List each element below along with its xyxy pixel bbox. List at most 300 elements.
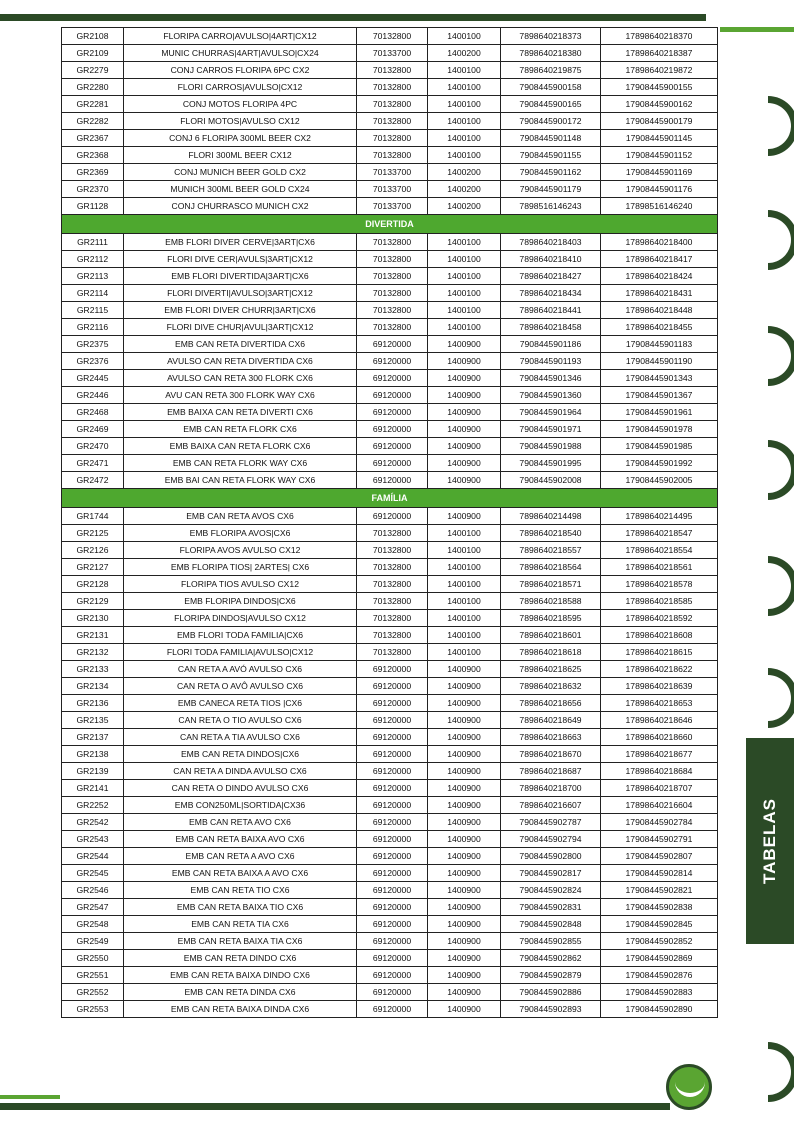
cell-codigo: GR2136 [62, 695, 124, 712]
table-row [62, 28, 718, 45]
cell-descricao: FLORI DIVE CHUR|AVUL|3ART|CX12 [124, 319, 357, 336]
cell-descricao: EMB CAN RETA DINDOS|CX6 [124, 746, 357, 763]
cell-ean: 7898640218700 [501, 780, 601, 797]
table-row [62, 45, 718, 62]
cell-ncm: 70132800 [357, 79, 428, 96]
section-title: DIVERTIDA [62, 215, 718, 234]
cell-dun: 17908445901176 [601, 181, 718, 198]
cell-dun: 17898640218585 [601, 593, 718, 610]
cell-descricao: EMB FLORI TODA FAMILIA|CX6 [124, 627, 357, 644]
cell-ncm: 69120000 [357, 729, 428, 746]
cell-codigo: GR2134 [62, 678, 124, 695]
cell-codigo: GR2471 [62, 455, 124, 472]
table-row [62, 438, 718, 455]
cell-codigo: GR2129 [62, 593, 124, 610]
cell-ean: 7898640218571 [501, 576, 601, 593]
cell-ncm: 70132800 [357, 28, 428, 45]
cell-dun: 17908445902005 [601, 472, 718, 489]
cell-cest: 1400100 [428, 147, 501, 164]
table-row [62, 831, 718, 848]
cell-ncm: 70132800 [357, 525, 428, 542]
cell-descricao: AVULSO CAN RETA 300 FLORK CX6 [124, 370, 357, 387]
cell-codigo: GR2135 [62, 712, 124, 729]
cell-descricao: FLORIPA TIOS AVULSO CX12 [124, 576, 357, 593]
cell-ean: 7898640218663 [501, 729, 601, 746]
product-table [61, 27, 718, 1018]
cell-ncm: 69120000 [357, 421, 428, 438]
cell-cest: 1400900 [428, 916, 501, 933]
cell-ncm: 69120000 [357, 336, 428, 353]
cell-dun: 17898640218622 [601, 661, 718, 678]
cell-ncm: 70132800 [357, 593, 428, 610]
cell-descricao: EMB CAN RETA BAIXA DINDA CX6 [124, 1001, 357, 1018]
cell-dun: 17908445901169 [601, 164, 718, 181]
cell-codigo: GR2542 [62, 814, 124, 831]
cell-cest: 1400900 [428, 695, 501, 712]
cell-descricao: EMB BAIXA CAN RETA FLORK CX6 [124, 438, 357, 455]
cell-dun: 17898640218387 [601, 45, 718, 62]
cell-cest: 1400900 [428, 865, 501, 882]
cell-ncm: 69120000 [357, 831, 428, 848]
cell-codigo: GR2130 [62, 610, 124, 627]
cell-dun: 17898640218578 [601, 576, 718, 593]
cell-ean: 7898640218441 [501, 302, 601, 319]
table-row [62, 627, 718, 644]
cell-dun: 17898640214495 [601, 508, 718, 525]
cell-cest: 1400900 [428, 472, 501, 489]
cell-descricao: CONJ CARROS FLORIPA 6PC CX2 [124, 62, 357, 79]
cell-ncm: 69120000 [357, 661, 428, 678]
section-title: FAMÍLIA [62, 489, 718, 508]
cell-dun: 17898640218400 [601, 234, 718, 251]
cell-ncm: 69120000 [357, 678, 428, 695]
cell-cest: 1400900 [428, 746, 501, 763]
cell-dun: 17898640218707 [601, 780, 718, 797]
cell-dun: 17908445902869 [601, 950, 718, 967]
cell-codigo: GR2282 [62, 113, 124, 130]
cell-descricao: EMB CAN RETA DINDO CX6 [124, 950, 357, 967]
top-light-bar [720, 27, 794, 32]
cell-codigo: GR2114 [62, 285, 124, 302]
cell-ean: 7898640218595 [501, 610, 601, 627]
cell-cest: 1400900 [428, 882, 501, 899]
cell-dun: 17908445900179 [601, 113, 718, 130]
cell-descricao: FLORI TODA FAMILIA|AVULSO|CX12 [124, 644, 357, 661]
cell-ncm: 69120000 [357, 404, 428, 421]
cell-cest: 1400900 [428, 661, 501, 678]
table-row [62, 404, 718, 421]
cell-descricao: EMB BAI CAN RETA FLORK WAY CX6 [124, 472, 357, 489]
cell-codigo: GR2125 [62, 525, 124, 542]
decorative-arc [768, 326, 794, 386]
table-row [62, 268, 718, 285]
cell-ncm: 69120000 [357, 933, 428, 950]
cell-cest: 1400900 [428, 421, 501, 438]
cell-codigo: GR2544 [62, 848, 124, 865]
cell-cest: 1400200 [428, 198, 501, 215]
cell-codigo: GR2112 [62, 251, 124, 268]
cell-cest: 1400100 [428, 28, 501, 45]
cell-dun: 17898640218608 [601, 627, 718, 644]
cell-codigo: GR2550 [62, 950, 124, 967]
table-row [62, 96, 718, 113]
cell-ean: 7908445901155 [501, 147, 601, 164]
cell-cest: 1400100 [428, 96, 501, 113]
product-table-body [62, 28, 718, 1018]
cell-ncm: 70132800 [357, 644, 428, 661]
cell-ean: 7908445902787 [501, 814, 601, 831]
table-row [62, 644, 718, 661]
cell-ncm: 70132800 [357, 559, 428, 576]
cell-ncm: 70132800 [357, 610, 428, 627]
cell-codigo: GR2128 [62, 576, 124, 593]
cell-cest: 1400900 [428, 763, 501, 780]
cell-codigo: GR2551 [62, 967, 124, 984]
cell-descricao: CONJ MOTOS FLORIPA 4PC [124, 96, 357, 113]
cell-cest: 1400900 [428, 438, 501, 455]
cell-dun: 17898640218646 [601, 712, 718, 729]
cell-dun: 17898640218592 [601, 610, 718, 627]
table-row [62, 899, 718, 916]
cell-ncm: 70133700 [357, 164, 428, 181]
cell-descricao: EMB FLORIPA DINDOS|CX6 [124, 593, 357, 610]
cell-ean: 7908445902817 [501, 865, 601, 882]
cell-ncm: 70132800 [357, 319, 428, 336]
cell-ncm: 69120000 [357, 865, 428, 882]
cell-ncm: 69120000 [357, 508, 428, 525]
cell-cest: 1400900 [428, 814, 501, 831]
cell-ean: 7898516146243 [501, 198, 601, 215]
table-row [62, 336, 718, 353]
table-row [62, 695, 718, 712]
cell-codigo: GR2138 [62, 746, 124, 763]
cell-ean: 7898640218540 [501, 525, 601, 542]
cell-cest: 1400900 [428, 1001, 501, 1018]
decorative-arc [768, 1042, 794, 1102]
cell-dun: 17908445902814 [601, 865, 718, 882]
decorative-arc [768, 440, 794, 500]
table-row [62, 746, 718, 763]
cell-codigo: GR2109 [62, 45, 124, 62]
section-side-tab [746, 738, 794, 944]
cell-ean: 7908445901186 [501, 336, 601, 353]
table-row [62, 319, 718, 336]
cell-cest: 1400100 [428, 525, 501, 542]
cell-codigo: GR2115 [62, 302, 124, 319]
cell-cest: 1400200 [428, 181, 501, 198]
cell-ncm: 69120000 [357, 1001, 428, 1018]
table-row [62, 848, 718, 865]
cell-codigo: GR2376 [62, 353, 124, 370]
cell-cest: 1400100 [428, 62, 501, 79]
cell-ncm: 70132800 [357, 234, 428, 251]
cell-codigo: GR2279 [62, 62, 124, 79]
cell-ean: 7908445901193 [501, 353, 601, 370]
cell-codigo: GR2368 [62, 147, 124, 164]
cell-descricao: EMB CAN RETA BAIXA TIA CX6 [124, 933, 357, 950]
cell-ncm: 69120000 [357, 797, 428, 814]
cell-ean: 7898640219875 [501, 62, 601, 79]
cell-ncm: 69120000 [357, 472, 428, 489]
cell-codigo: GR2375 [62, 336, 124, 353]
cell-cest: 1400900 [428, 933, 501, 950]
cell-ean: 7908445900172 [501, 113, 601, 130]
cell-codigo: GR2126 [62, 542, 124, 559]
cell-ncm: 69120000 [357, 353, 428, 370]
cell-descricao: FLORI DIVERTI|AVULSO|3ART|CX12 [124, 285, 357, 302]
cell-dun: 17898640218660 [601, 729, 718, 746]
cell-ean: 7908445902886 [501, 984, 601, 1001]
cell-ncm: 69120000 [357, 967, 428, 984]
cell-ean: 7898640218458 [501, 319, 601, 336]
cell-ean: 7908445901179 [501, 181, 601, 198]
table-row [62, 882, 718, 899]
cell-descricao: CONJ CHURRASCO MUNICH CX2 [124, 198, 357, 215]
cell-ean: 7908445902879 [501, 967, 601, 984]
table-row [62, 302, 718, 319]
cell-ncm: 69120000 [357, 984, 428, 1001]
cell-ncm: 69120000 [357, 899, 428, 916]
cell-ncm: 69120000 [357, 370, 428, 387]
cell-descricao: CONJ MUNICH BEER GOLD CX2 [124, 164, 357, 181]
cell-cest: 1400900 [428, 729, 501, 746]
table-row [62, 181, 718, 198]
cell-ean: 7898640218588 [501, 593, 601, 610]
cell-dun: 17898640218561 [601, 559, 718, 576]
cell-ean: 7908445902831 [501, 899, 601, 916]
bottom-dark-bar [0, 1103, 670, 1110]
cell-dun: 17898640218370 [601, 28, 718, 45]
cell-cest: 1400900 [428, 984, 501, 1001]
table-row [62, 525, 718, 542]
cell-dun: 17898640218684 [601, 763, 718, 780]
cell-ean: 7898640218557 [501, 542, 601, 559]
table-row [62, 542, 718, 559]
cell-descricao: EMB CAN RETA AVOS CX6 [124, 508, 357, 525]
cell-ean: 7908445901360 [501, 387, 601, 404]
table-row [62, 865, 718, 882]
cell-ean: 7908445901148 [501, 130, 601, 147]
cell-ean: 7908445901162 [501, 164, 601, 181]
cell-dun: 17898640218653 [601, 695, 718, 712]
table-row [62, 780, 718, 797]
cell-ncm: 69120000 [357, 814, 428, 831]
cell-codigo: GR2131 [62, 627, 124, 644]
table-row [62, 353, 718, 370]
cell-ean: 7898640218373 [501, 28, 601, 45]
table-row [62, 916, 718, 933]
table-row [62, 234, 718, 251]
cell-cest: 1400900 [428, 899, 501, 916]
cell-ean: 7908445900158 [501, 79, 601, 96]
cell-descricao: CAN RETA O AVÔ AVULSO CX6 [124, 678, 357, 695]
cell-codigo: GR2370 [62, 181, 124, 198]
cell-dun: 17898640219872 [601, 62, 718, 79]
cell-cest: 1400100 [428, 79, 501, 96]
table-row [62, 62, 718, 79]
cell-descricao: FLORIPA DINDOS|AVULSO CX12 [124, 610, 357, 627]
table-row [62, 130, 718, 147]
table-row [62, 797, 718, 814]
cell-codigo: GR2469 [62, 421, 124, 438]
cell-descricao: CAN RETA A TIA AVULSO CX6 [124, 729, 357, 746]
cell-ean: 7898640218427 [501, 268, 601, 285]
cell-dun: 17898640218417 [601, 251, 718, 268]
cell-codigo: GR1128 [62, 198, 124, 215]
cell-ean: 7908445901964 [501, 404, 601, 421]
cell-descricao: EMB FLORIPA TIOS| 2ARTES| CX6 [124, 559, 357, 576]
cell-codigo: GR2548 [62, 916, 124, 933]
cell-dun: 17908445900155 [601, 79, 718, 96]
cell-dun: 17908445900162 [601, 96, 718, 113]
cell-cest: 1400100 [428, 234, 501, 251]
cell-cest: 1400900 [428, 508, 501, 525]
cell-ncm: 69120000 [357, 882, 428, 899]
cell-ean: 7898640216607 [501, 797, 601, 814]
cell-codigo: GR2281 [62, 96, 124, 113]
cell-cest: 1400900 [428, 950, 501, 967]
cell-dun: 17908445902838 [601, 899, 718, 916]
cell-dun: 17908445902876 [601, 967, 718, 984]
table-row [62, 251, 718, 268]
cell-ncm: 70132800 [357, 576, 428, 593]
decorative-arc [768, 668, 794, 728]
table-row [62, 79, 718, 96]
cell-ncm: 70132800 [357, 130, 428, 147]
table-row [62, 472, 718, 489]
cell-descricao: CAN RETA O TIO AVULSO CX6 [124, 712, 357, 729]
table-row [62, 712, 718, 729]
cell-codigo: GR2549 [62, 933, 124, 950]
cell-codigo: GR2111 [62, 234, 124, 251]
side-tab-label: TABELAS [760, 797, 779, 885]
cell-codigo: GR2468 [62, 404, 124, 421]
cell-ean: 7908445901988 [501, 438, 601, 455]
cell-ncm: 70132800 [357, 268, 428, 285]
cell-dun: 17908445901145 [601, 130, 718, 147]
table-row [62, 967, 718, 984]
cell-cest: 1400900 [428, 353, 501, 370]
cell-dun: 17908445902883 [601, 984, 718, 1001]
cell-descricao: EMB FLORI DIVERTIDA|3ART|CX6 [124, 268, 357, 285]
cell-descricao: EMB CAN RETA A AVO CX6 [124, 848, 357, 865]
cell-ean: 7908445902862 [501, 950, 601, 967]
brand-logo-icon [666, 1064, 712, 1110]
table-row [62, 933, 718, 950]
cell-ncm: 69120000 [357, 916, 428, 933]
cell-descricao: MUNICH 300ML BEER GOLD CX24 [124, 181, 357, 198]
cell-descricao: FLORI CARROS|AVULSO|CX12 [124, 79, 357, 96]
cell-dun: 17908445902821 [601, 882, 718, 899]
cell-cest: 1400100 [428, 644, 501, 661]
table-row [62, 1001, 718, 1018]
cell-cest: 1400200 [428, 164, 501, 181]
cell-codigo: GR2446 [62, 387, 124, 404]
cell-ncm: 69120000 [357, 950, 428, 967]
cell-descricao: CONJ 6 FLORIPA 300ML BEER CX2 [124, 130, 357, 147]
cell-descricao: MUNIC CHURRAS|4ART|AVULSO|CX24 [124, 45, 357, 62]
table-row [62, 147, 718, 164]
cell-dun: 17908445901343 [601, 370, 718, 387]
table-row [62, 950, 718, 967]
cell-ncm: 70132800 [357, 113, 428, 130]
cell-ncm: 69120000 [357, 695, 428, 712]
cell-dun: 17898640218448 [601, 302, 718, 319]
cell-descricao: CAN RETA A DINDA AVULSO CX6 [124, 763, 357, 780]
cell-dun: 17908445902852 [601, 933, 718, 950]
cell-ncm: 70132800 [357, 285, 428, 302]
table-row [62, 661, 718, 678]
cell-ncm: 70132800 [357, 147, 428, 164]
cell-codigo: GR2546 [62, 882, 124, 899]
cell-cest: 1400100 [428, 251, 501, 268]
cell-ncm: 70132800 [357, 627, 428, 644]
cell-ean: 7898640218601 [501, 627, 601, 644]
cell-cest: 1400900 [428, 370, 501, 387]
cell-cest: 1400900 [428, 797, 501, 814]
cell-codigo: GR2472 [62, 472, 124, 489]
table-row [62, 814, 718, 831]
cell-ncm: 69120000 [357, 780, 428, 797]
cell-ncm: 70132800 [357, 542, 428, 559]
cell-descricao: FLORIPA CARRO|AVULSO|4ART|CX12 [124, 28, 357, 45]
cell-dun: 17908445901985 [601, 438, 718, 455]
cell-cest: 1400200 [428, 45, 501, 62]
cell-cest: 1400900 [428, 404, 501, 421]
cell-codigo: GR2127 [62, 559, 124, 576]
cell-codigo: GR2552 [62, 984, 124, 1001]
table-row [62, 763, 718, 780]
cell-dun: 17908445901152 [601, 147, 718, 164]
cell-ean: 7898640218564 [501, 559, 601, 576]
cell-dun: 17898640218615 [601, 644, 718, 661]
cell-descricao: EMB CAN RETA AVO CX6 [124, 814, 357, 831]
cell-dun: 17898640216604 [601, 797, 718, 814]
bottom-light-bar [0, 1095, 60, 1099]
decorative-arc [768, 96, 794, 156]
cell-descricao: EMB CAN RETA DINDA CX6 [124, 984, 357, 1001]
cell-ean: 7908445902794 [501, 831, 601, 848]
cell-ean: 7898640214498 [501, 508, 601, 525]
cell-codigo: GR2139 [62, 763, 124, 780]
cell-dun: 17898640218431 [601, 285, 718, 302]
cell-dun: 17908445902890 [601, 1001, 718, 1018]
cell-cest: 1400100 [428, 130, 501, 147]
cell-cest: 1400100 [428, 542, 501, 559]
cell-ean: 7908445901995 [501, 455, 601, 472]
cell-ean: 7908445902855 [501, 933, 601, 950]
cell-descricao: FLORI MOTOS|AVULSO CX12 [124, 113, 357, 130]
cell-descricao: EMB CAN RETA DIVERTIDA CX6 [124, 336, 357, 353]
cell-cest: 1400900 [428, 387, 501, 404]
cell-cest: 1400100 [428, 610, 501, 627]
table-row [62, 387, 718, 404]
cell-dun: 17908445901183 [601, 336, 718, 353]
decorative-arc [768, 210, 794, 270]
cell-dun: 17898640218455 [601, 319, 718, 336]
section-header-row [62, 489, 718, 508]
cell-ean: 7898640218380 [501, 45, 601, 62]
cell-codigo: GR2141 [62, 780, 124, 797]
cell-codigo: GR2280 [62, 79, 124, 96]
cell-dun: 17908445902845 [601, 916, 718, 933]
cell-codigo: GR2369 [62, 164, 124, 181]
cell-dun: 17898640218424 [601, 268, 718, 285]
cell-descricao: EMB FLORI DIVER CERVE|3ART|CX6 [124, 234, 357, 251]
cell-ean: 7908445902893 [501, 1001, 601, 1018]
cell-dun: 17908445902807 [601, 848, 718, 865]
table-row [62, 198, 718, 215]
